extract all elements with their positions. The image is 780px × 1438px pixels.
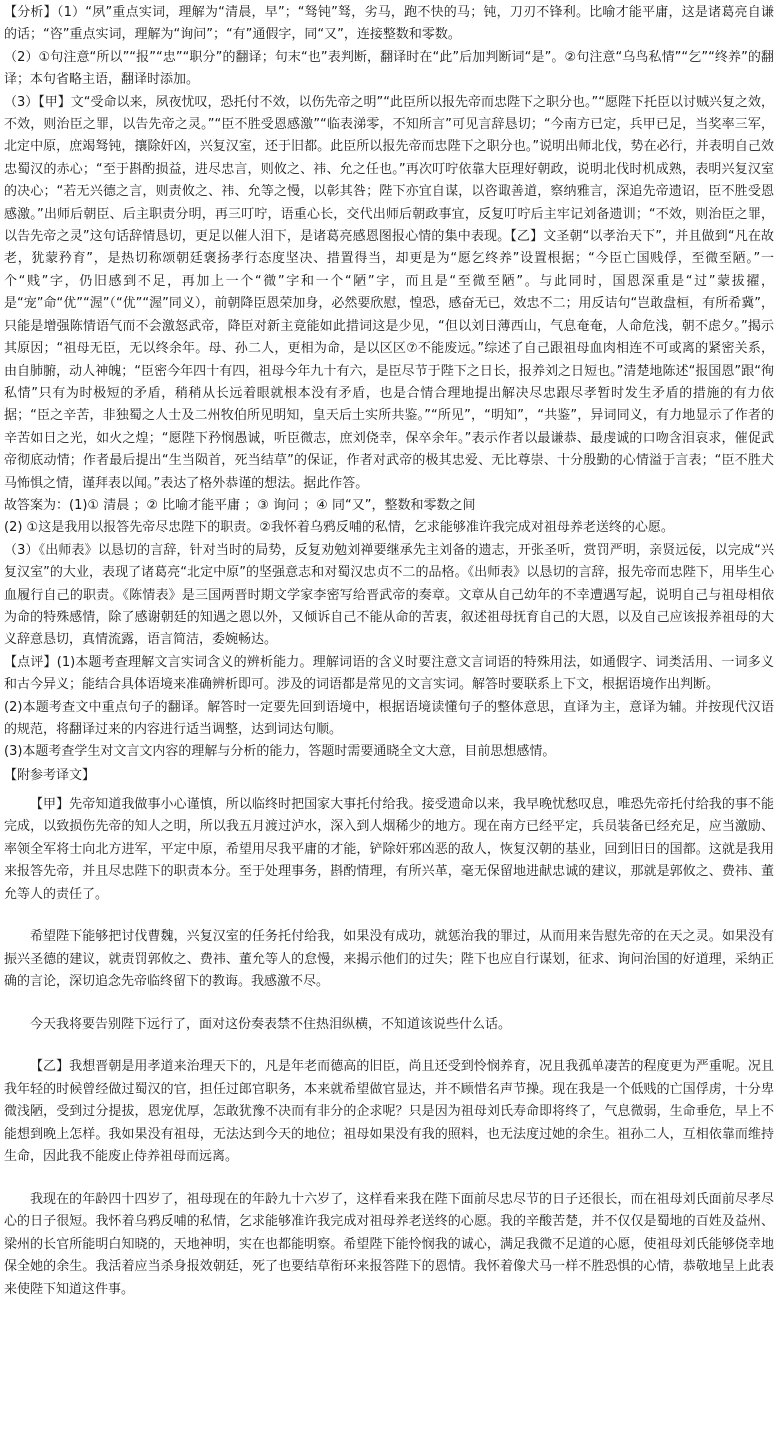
comment-paragraph-2: (2)本题考查文中重点句子的翻译。解答时一定要先回到语境中，根据语境读懂句子的整体意思，直译为主，意译为辅。并按现代汉语的规范，将翻译过来的内容进行适当调整，达到词达句顺。 (4, 699, 774, 737)
answer-item-1: (1)① 清晨 ；② 比喻才能平庸 ；③ 询问 ；④ 同“又”，整数和零数之间 (69, 497, 476, 513)
reference-paragraph: 今天我将要告别陛下远行了，面对这份奏表禁不住热泪纵横，不知道该说些什么话。 (30, 1016, 512, 1032)
answer-item-3: （3）《出师表》以恳切的言辞，针对当时的局势，反复劝勉刘禅要继承先主刘备的遗志，开张圣听，赏罚严明，亲贤远佞，以完成“兴复汉室”的大业，表现了诸葛亮“北定中原”的坚强意志和对蜀汉忠贞不二的品格。《出师表》以恳切的言辞，报先帝而忠陛下，用毕生心血履行自己的职责。《陈情表》是三国两晋时期文学家李密写给晋武帝的奏章。文章从自己幼年的不幸遭遇写起，说明自己与祖母相依为命的特殊感情，除了感谢朝廷的知遇之恩以外，又倾诉自己不能从命的苦衷，叙述祖母抚育自己的大恩，以及自己应该报养祖母的大义辞意恳切，真情流露，语言简洁，委婉畅达。 (4, 542, 774, 648)
reference-paragraph: 【甲】先帝知道我做事小心谨慎，所以临终时把国家大事托付给我。接受遗命以来，我早晚忧愁叹息，唯恐先帝托付给我的事不能完成，以致损伤先帝的知人之明，所以我五月渡过泸水，深入到人烟稀少的地方。现在南方已经平定，兵员装备已经充足，应当激励、率领全军将士向北方进军，平定中原，希望用尽我平庸的才能，铲除奸邪凶恶的敌人，恢复汉朝的基业，回到旧日的国都。这就是我用来报答先帝，并且尽忠陛下的职责本分。至于处理事务，斟酌情理，有所兴革，毫无保留地进献忠诚的建议，那就是郭攸之、费祎、董允等人的责任了。 (4, 796, 774, 902)
analysis-section (4, 2, 774, 495)
answer-line-1 (4, 495, 774, 517)
comment-paragraph-1: 【点评】(1)本题考查理解文言实词含义的辨析能力。理解词语的含义时要注意文言词语的特殊用法，如通假字、词类活用、一词多义和古今异义；能结合具体语境来准确辨析即可。涉及的词语都是常见的文言实词。解答时要联系上下文，根据语境作出判断。 (4, 654, 774, 693)
reference-paragraph: 【乙】我想晋朝是用孝道来治理天下的，凡是年老而德高的旧臣，尚且还受到怜悯养育，况且我孤单凄苦的程度更为严重呢。况且我年轻的时候曾经做过蜀汉的官，担任过郎官职务，本来就希望做官显达，并不顾惜名声节操。现在我是一个低贱的亡国俘虏，十分卑微浅陋，受到过分提拔，恩宠优厚，怎敢犹豫不决而有非分的企求呢？只是因为祖母刘氏寿命即将终了，气息微弱，生命垂危，早上不能想到晚上怎样。我如果没有祖母，无法达到今天的地位；祖母如果没有我的照料，也无法度过她的余生。祖孙二人，互相依靠而维持生命，因此我不能废止侍养祖母而远离。 (4, 1059, 774, 1165)
comment-paragraph-3: (3)本题考查学生对文言文内容的理解与分析的能力，答题时需要通晓全文大意，目前思想感情。 (4, 744, 556, 760)
answer-section (4, 495, 774, 652)
comment-section (4, 652, 774, 764)
analysis-paragraph-3: （3）【甲】文“受命以来，夙夜忧叹，恐托付不效，以伤先帝之明”“此臣所以报先帝而忠陛下之职分也。”“愿陛下托臣以讨贼兴复之效，不效，则治臣之罪，以告先帝之灵。”“臣不胜受恩感激”“临表涕零，不知所言”可见言辞恳切；“今南方已定，兵甲已足，当奖率三军，北定中原，庶竭驽钝，攘除奸凶，兴复汉室，还于旧都。此臣所以报先帝而忠陛下之职分也。”说明出师北伐，势在必行，并表明自己效忠蜀汉的赤心；“至于斟酌损益，进尽忠言，则攸之、祎、允之任也。”再次叮咛依靠大臣理好朝政，说明北伐时机成熟，表明兴复汉室的决心；“若无兴德之言，则责攸之、祎、允等之慢，以彰其咎；陛下亦宜自谋，以咨诹善道，察纳雅言，深追先帝遗诏，臣不胜受恩感激。”出师后朝臣、后主职责分明，再三叮咛，语重心长，交代出师后朝政事宜，反复叮咛后主牢记刘备遗训；“不效，则治臣之罪，以告先帝之灵”这句话辞情恳切，更足以催人泪下，是诸葛亮感恩图报心情的集中表现。【乙】文圣朝“以孝治天下”，并且做到“凡在故老，犹蒙矜育”，是热切称颂朝廷褒扬孝行态度坚决、措置得当，却更是为“愿乞终养”设置根据；“今臣亡国贱俘，至微至陋。”一个“贱”字，仍旧感到不足，再加上一个“微”字和一个“陋”字，而且是“至微至陋”。与此同时，国恩深重是“过”蒙拔擢，是“宠”命“优”“渥”（“优”“渥”同义），前朝降臣恩荣加身，必然要欣慰，惶恐，感奋无已，效忠不二；用反诘句“岂敢盘桓，有所希冀”，只能是增强陈情语气而不会激怒武帝，降臣对新主竟能如此措词这是少见，“但以刘日薄西山，气息奄奄，人命危浅，朝不虑夕。”揭示其原因；“祖母无臣，无以终余年。母、孙二人，更相为命，是以区区⑦不能废远。”综述了自己跟祖母血肉相连不可或离的紧密关系，由自肺腑，动人神魄；“臣密今年四十有四，祖母今年九十有六，是臣尽节于陛下之日长，报养刘之日短也。”清楚地陈述“报国恩”跟“徇私情”只有为时极短的矛盾，稍稍从长远着眼就根本没有矛盾，也是合情合理地提出解决尽忠跟尽孝暂时发生矛盾的措施的有力依据；“臣之辛苦，非独蜀之人士及二州牧伯所见明知，皇天后土实所共鉴。”“所见”，“明知”，“共鉴”，异词同义，有力地显示了作者的辛苦如日之光，如火之煌；“愿陛下矜悯愚诚，听臣微志，庶刘侥幸，保卒余年。”表示作者以最谦恭、最虔诚的口吻含泪哀求，催促武帝彻底动情；作者最后提出“生当陨首，死当结草”的保证，作者对武帝的极其忠爱、无比尊崇、十分殷勤的心情溢于言表；“臣不胜犬马怖惧之情，谨拜表以闻。”表达了格外恭谨的想法。据此作答。 (4, 94, 774, 491)
analysis-paragraph-1: 【分析】（1）“夙”重点实词，理解为“清晨，早”；“驽钝”驽，劣马，跑不快的马；钝，刀刃不锋利。比喻才能平庸，这是诸葛亮自谦的话；“咨”重点实词，理解为“询问”；“有”通假字，同“又”，连接整数和零数。 (4, 5, 774, 43)
analysis-paragraph-2: （2）①句注意“所以”“报”“忠”“职分”的翻译；句末“也”表判断，翻译时在“此”后加判断词“是”。②句注意“乌鸟私情”“乞”“终养”的翻译；本句省略主语，翻译时添加。 (4, 49, 774, 88)
answer-lead: 故答案为： (4, 497, 70, 513)
reference-translation-section (4, 766, 774, 1302)
reference-paragraph: 希望陛下能够把讨伐曹魏，兴复汉室的任务托付给我，如果没有成功，就惩治我的罪过，从而用来告慰先帝的在天之灵。如果没有振兴圣德的建议，就责罚郭攸之、费祎、董允等人的怠慢，来揭示他们的过失；陛下也应自行谋划，征求、询问治国的好道理，采纳正确的言论，深切追念先帝临终留下的教诲。我感激不尽。 (4, 929, 774, 990)
reference-heading: 【附参考译文】 (4, 767, 96, 783)
answer-item-2: (2) ①这是我用以报答先帝尽忠陛下的职责。②我怀着乌鸦反哺的私情，乞求能够准许我完成对祖母养老送终的心愿。 (4, 520, 674, 536)
reference-paragraph: 我现在的年龄四十四岁了，祖母现在的年龄九十六岁了，这样看来我在陛下面前尽忠尽节的日子还很长，而在祖母刘氏面前尽孝尽心的日子很短。我怀着乌鸦反哺的私情，乞求能够准许我完成对祖母养老送终的心愿。我的辛酸苦楚，并不仅仅是蜀地的百姓及益州、梁州的长官所能明白知晓的，天地神明，实在也都能明察。希望陛下能怜悯我的诚心，满足我微不足道的心愿，使祖母刘氏能够侥幸地保全她的余生。我活着应当杀身报效朝廷，死了也要结草衔环来报答陛下的恩情。我怀着像犬马一样不胜恐惧的心情，恭敬地呈上此表来使陛下知道这件事。 (4, 1191, 774, 1297)
